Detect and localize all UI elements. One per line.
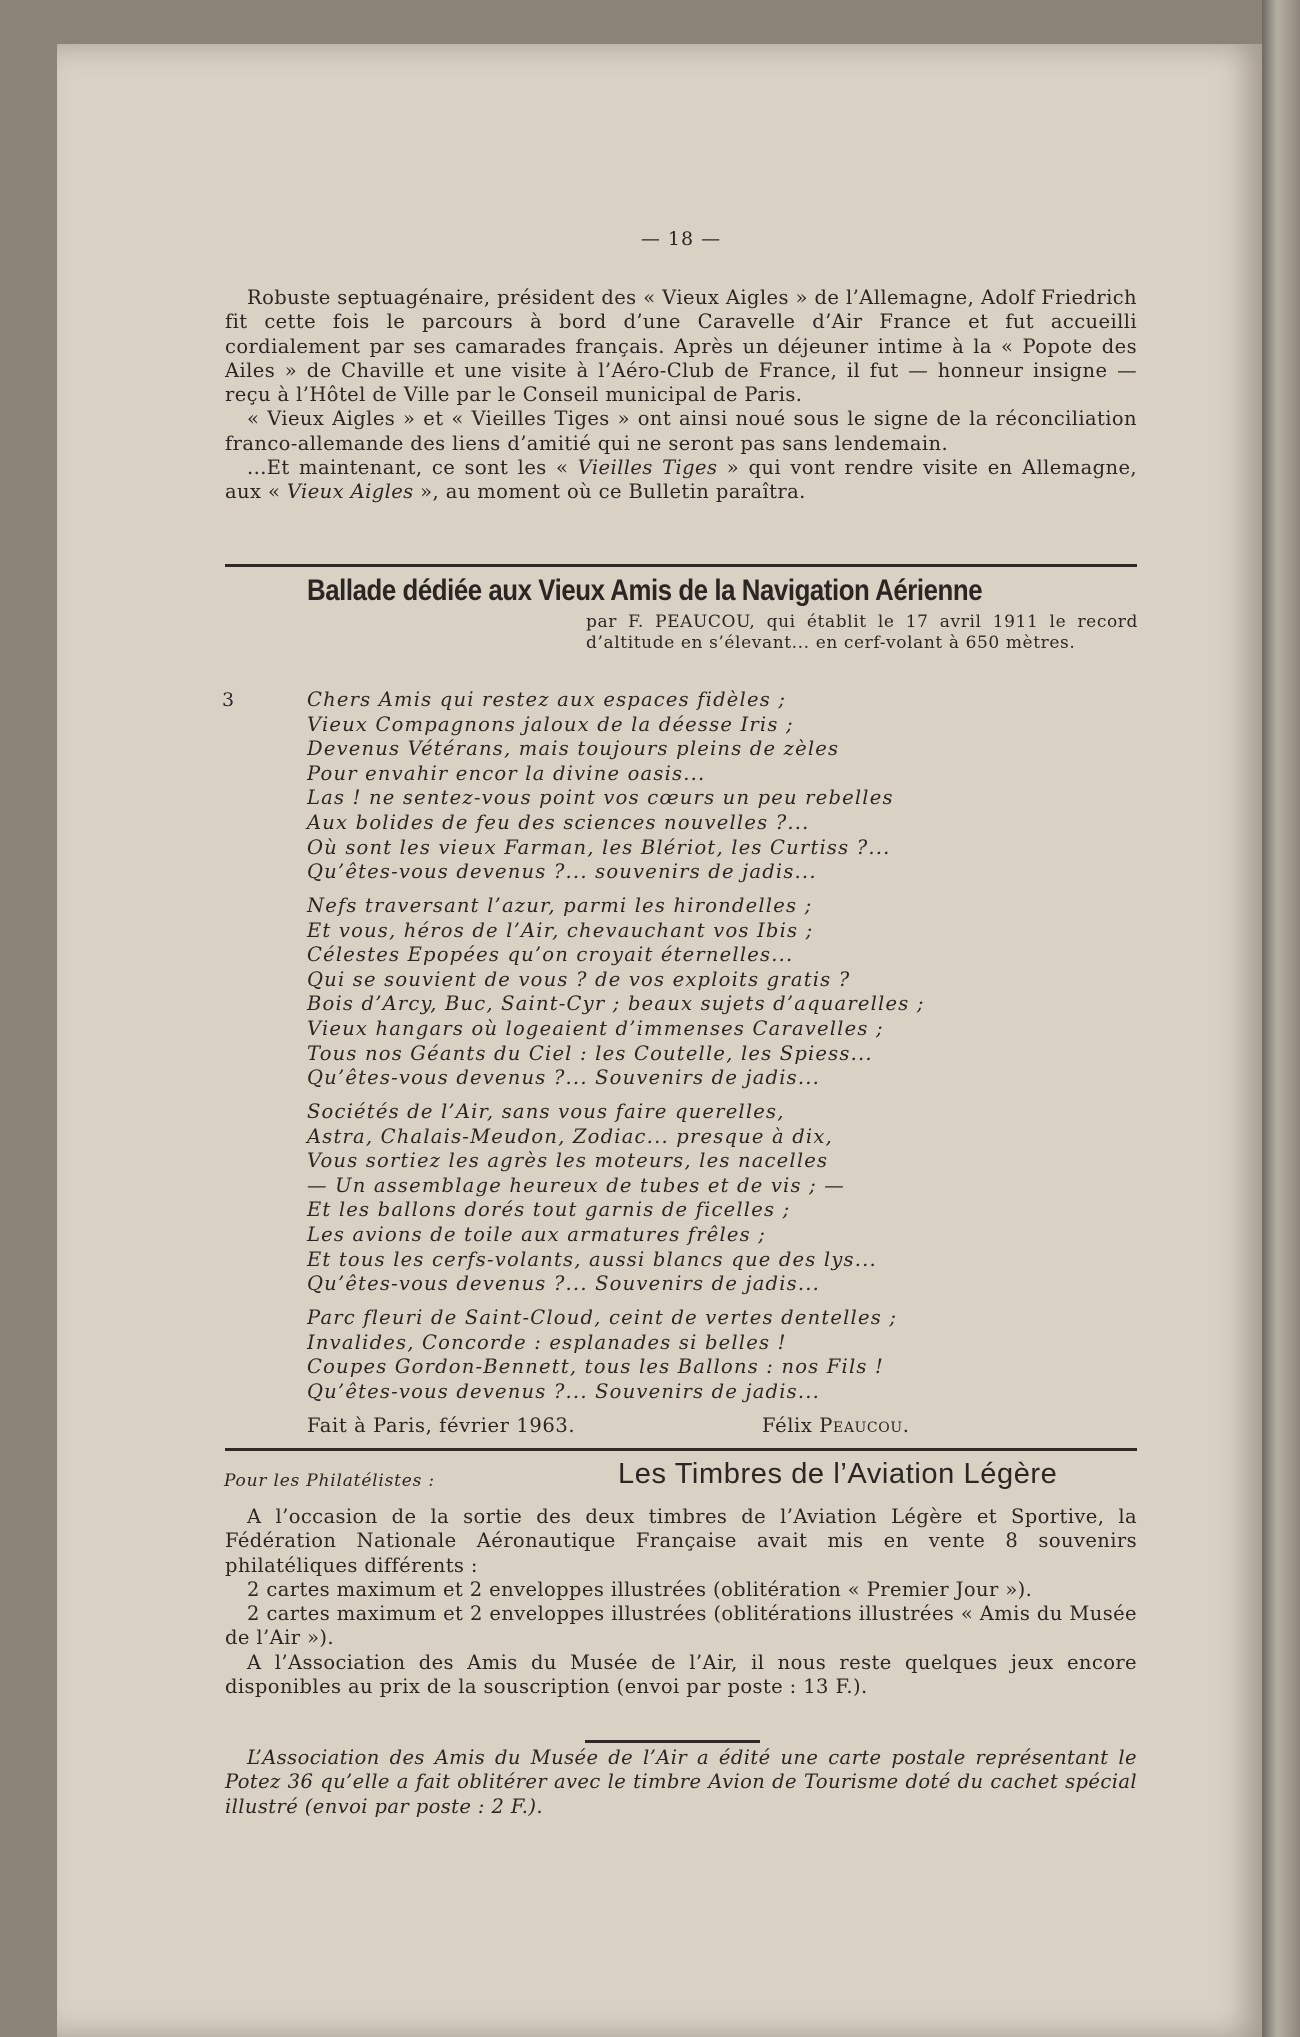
note-section: [225, 1746, 1137, 1819]
stanza-1: [307, 688, 894, 885]
verse-line: Vous sortiez les agrès les moteurs, les nacelles: [307, 1149, 829, 1173]
philatelie-section: [225, 1505, 1137, 1699]
signature-author: Félix Peaucou.: [762, 1414, 910, 1437]
verse-line: Coupes Gordon-Bennett, tous les Ballons : nos Fils !: [307, 1355, 885, 1379]
intro-paragraph-3: ...Et maintenant, ce sont les « Vieilles Tiges » qui vont rendre visite en Allemagne, aux « Vieux Aigles », au moment où ce Bulletin paraîtra.: [225, 456, 1137, 504]
stanza-4: [307, 1306, 897, 1404]
verse-line: Où sont les vieux Farman, les Blériot, les Curtiss ?...: [307, 835, 891, 859]
stanza-3: [307, 1100, 877, 1297]
verse-line: Bois d’Arcy, Buc, Saint-Cyr ; beaux sujets d’aquarelles ;: [307, 992, 925, 1016]
verse-line: Invalides, Concorde : esplanades si belles !: [307, 1330, 787, 1354]
philatelie-paragraph: A l’occasion de la sortie des deux timbres de l’Aviation Légère et Sportive, la Fédération Nationale Aéronautique Française avait mis en vente 8 souvenirs philatéliques différents :: [225, 1505, 1137, 1577]
verse-line: Les avions de toile aux armatures frêles ;: [307, 1222, 767, 1246]
verse-line: Chers Amis qui restez aux espaces fidèles ;: [307, 688, 787, 711]
section-divider: [225, 564, 1137, 567]
verse-line: Qu’êtes-vous devenus ?... Souvenirs de jadis...: [307, 1379, 821, 1403]
verse-line: Parc fleuri de Saint-Cloud, ceint de vertes dentelles ;: [307, 1306, 898, 1329]
philatelie-label: Pour les Philatélistes :: [224, 1471, 435, 1491]
verse-line: Pour envahir encor la divine oasis...: [307, 761, 706, 785]
verse-line: Vieux hangars où logeaient d’immenses Caravelles ;: [307, 1016, 884, 1040]
verse-line: Las ! ne sentez-vous point vos cœurs un peu rebelles: [307, 786, 894, 810]
margin-number: 3: [222, 689, 235, 711]
verse-line: Sociétés de l’Air, sans vous faire querelles,: [307, 1100, 785, 1123]
verse-line: Célestes Epopées qu’on croyait éternelles...: [307, 943, 794, 967]
note-paragraph: L’Association des Amis du Musée de l’Air a édité une carte postale représentant le Potez 36 qu’elle a fait oblitérer avec le timbre Avion de Tourisme doté du cachet spécial illustré (envoi par poste : 2 F.).: [225, 1746, 1137, 1818]
page-number: — 18 —: [640, 228, 722, 250]
verse-line: Qu’êtes-vous devenus ?... souvenirs de jadis...: [307, 860, 817, 884]
verse-line: Qu’êtes-vous devenus ?... Souvenirs de jadis...: [307, 1066, 821, 1090]
philatelie-paragraph: 2 cartes maximum et 2 enveloppes illustrées (oblitération « Premier Jour »).: [247, 1577, 1033, 1601]
verse-line: Nefs traversant l’azur, parmi les hirondelles ;: [307, 894, 813, 917]
section-divider: [225, 1448, 1137, 1451]
verse-line: Et les ballons dorés tout garnis de ficelles ;: [307, 1198, 791, 1222]
verse-line: Aux bolides de feu des sciences nouvelles ?...: [307, 810, 810, 834]
intro-paragraph-1: Robuste septuagénaire, président des « Vieux Aigles » de l’Allemagne, Adolf Friedrich fit cette fois le parcours à bord d’une Caravelle d’Air France et fut accueilli cordialement par ses camarades français. Après un déjeuner intime à la « Popote des Ailes » de Chaville et une visite à l’Aéro-Club de France, il fut — honneur insigne — reçu à l’Hôtel de Ville par le Conseil municipal de Paris.: [225, 286, 1137, 407]
ballade-title: Ballade dédiée aux Vieux Amis de la Navigation Aérienne: [307, 574, 983, 607]
verse-line: Astra, Chalais-Meudon, Zodiac... presque à dix,: [307, 1124, 833, 1148]
philatelie-title: Les Timbres de l’Aviation Légère: [618, 1458, 1058, 1490]
verse-line: Et vous, héros de l’Air, chevauchant vos Ibis ;: [307, 918, 814, 942]
philatelie-paragraph: A l’Association des Amis du Musée de l’Air, il nous reste quelques jeux encore disponibles au prix de la souscription (envoi par poste : 13 F.).: [225, 1650, 1137, 1699]
verse-line: Tous nos Géants du Ciel : les Coutelle, les Spiess...: [307, 1041, 873, 1065]
intro-section: [225, 286, 1137, 505]
verse-line: — Un assemblage heureux de tubes et de vis ; —: [307, 1173, 845, 1197]
verse-line: Vieux Compagnons jaloux de la déesse Iris ;: [307, 712, 794, 736]
verse-line: Devenus Vétérans, mais toujours pleins de zèles: [307, 737, 840, 761]
intro-paragraph-2: « Vieux Aigles » et « Vieilles Tiges » ont ainsi noué sous le signe de la réconciliation franco-allemande des liens d’amitié qui ne seront pas sans lendemain.: [225, 407, 1137, 455]
short-divider: [585, 1740, 760, 1743]
book-edge: [1262, 0, 1300, 2037]
signature-place-date: Fait à Paris, février 1963.: [307, 1414, 576, 1437]
philatelie-paragraph: 2 cartes maximum et 2 enveloppes illustrées (oblitérations illustrées « Amis du Musée de l’Air »).: [225, 1602, 1137, 1650]
stanza-2: [307, 894, 925, 1091]
verse-line: Qui se souvient de vous ? de vos exploits gratis ?: [307, 967, 851, 991]
verse-line: Qu’êtes-vous devenus ?... Souvenirs de jadis...: [307, 1272, 821, 1296]
verse-line: Et tous les cerfs-volants, aussi blancs que des lys...: [307, 1247, 877, 1271]
ballade-byline: par F. PEAUCOU, qui établit le 17 avril 1911 le record d’altitude en s’élevant... en cerf-volant à 650 mètres.: [586, 612, 1138, 653]
